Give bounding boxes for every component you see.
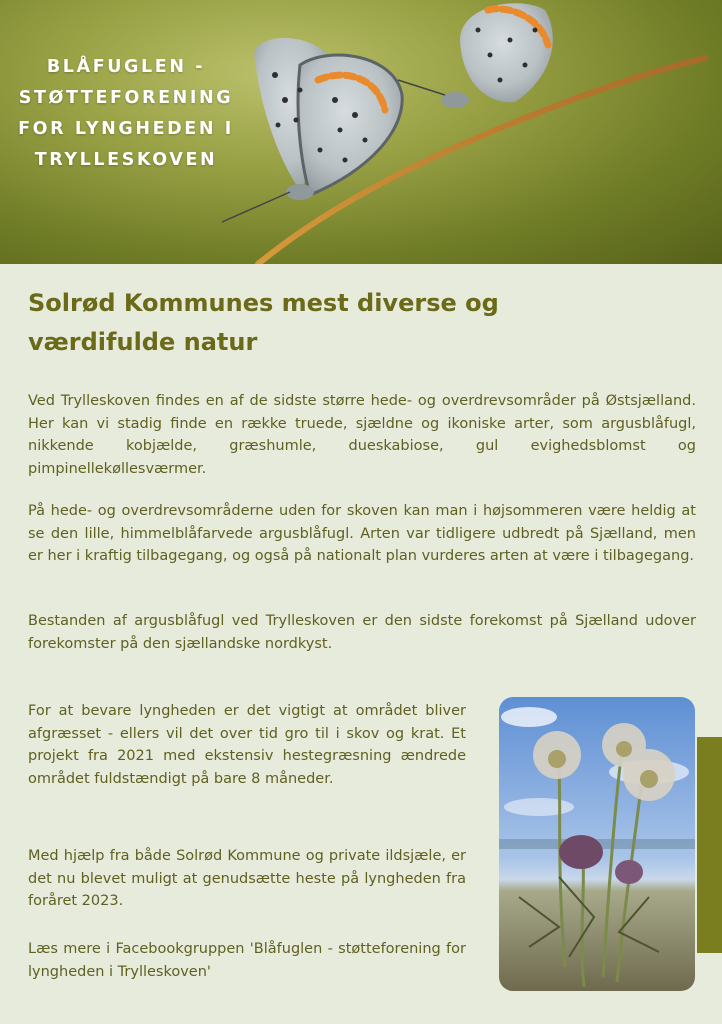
- population-paragraph: Bestanden af argusblåfugl ved Trylleskoven er den sidste forekomst på Sjælland udover forekomster på den sjællandske nordkyst.: [28, 613, 696, 652]
- page-title: Solrød Kommunes mest diverse og værdifulde natur: [28, 289, 499, 356]
- association-title: BLÅFUGLEN - STØTTEFORENING FOR LYNGHEDEN I TRYLLESKOVEN: [18, 57, 234, 170]
- horses-paragraph: Med hjælp fra både Solrød Kommune og private ildsjæle, er det nu blevet muligt at genudsætte heste på lyngheden fra foråret 2023.: [28, 848, 466, 909]
- grazing-paragraph: For at bevare lyngheden er det vigtigt at området bliver afgræsset - ellers vil det over tid gro til i skov og krat. Et projekt fra 2021 med ekstensiv hestegræsning ændrede området fuldstændigt på bare 8 måneder.: [28, 703, 466, 787]
- header-banner: [0, 0, 722, 264]
- accent-bar: [697, 737, 722, 953]
- butterfly-paragraph: På hede- og overdrevsområderne uden for skoven kan man i højsommeren være heldig at se den lille, himmelblåfarvede argusblåfugl. Arten var tidligere udbredt på Sjælland, men er her i kraftig tilbagegang, og også på nationalt plan vurderes arten at være i tilbagegang.: [28, 503, 696, 564]
- pasque-flower-photo: [499, 697, 695, 991]
- facebook-group-paragraph: Læs mere i Facebookgruppen 'Blåfuglen - støtteforening for lyngheden i Trylleskoven': [28, 941, 466, 980]
- intro-paragraph: Ved Trylleskoven findes en af de sidste større hede- og overdrevsområder på Østsjælland. Her kan vi stadig finde en række truede, sjældne og ikoniske arter, som argusblåfugl, nikkende kobjælde, græshumle, dueskabiose, gul evighedsblomst og pimpinellekøllesværmer.: [28, 393, 696, 477]
